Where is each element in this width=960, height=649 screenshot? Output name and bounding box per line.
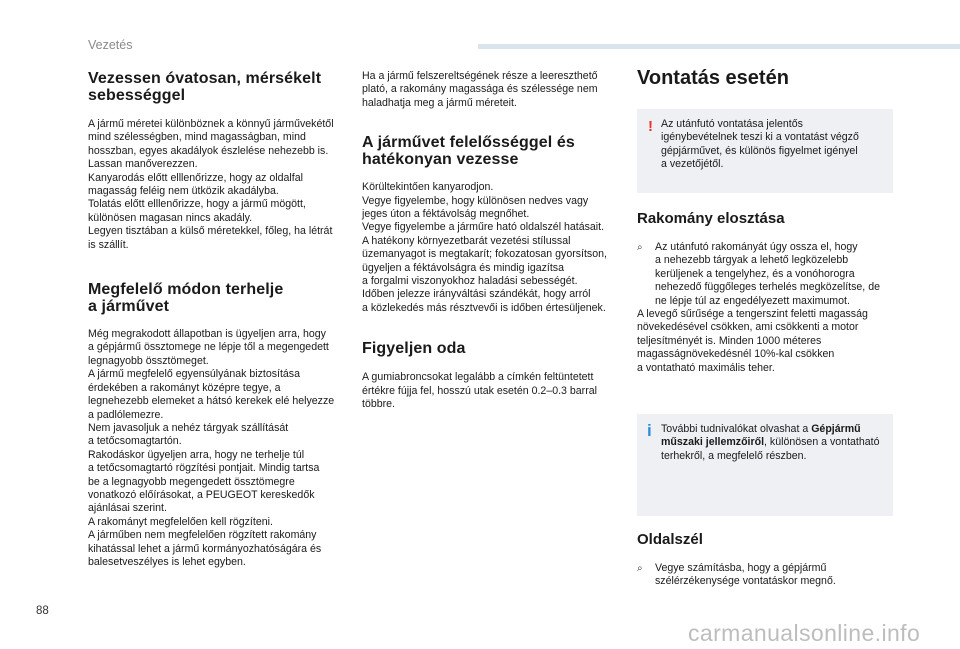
- heading-responsible-driving: A járművet felelősséggel és hatékonyan vezesse: [362, 134, 575, 169]
- heading-crosswind: Oldalszél: [637, 531, 703, 549]
- header-bar: [478, 44, 960, 49]
- bullet-icon: ⌕: [637, 563, 643, 575]
- crosswind-bullet: ⌕ Vegye számításba, hogy a gépjármű szélérzékenysége vontatáskor megnő.: [637, 562, 836, 588]
- watermark: carmanualsonline.info: [688, 620, 921, 646]
- heading-loading: Megfelelő módon terhelje a járművet: [88, 281, 284, 316]
- attention-text: A gumiabroncsokat legalább a címkén feltüntetett értékre fújja fel, hosszú utak esetén 0.2–0.3 barral többre.: [362, 371, 597, 411]
- bullet-icon: ⌕: [637, 242, 643, 253]
- warning-text: Az utánfutó vontatása jelentős igénybevételnek teszi ki a vontatást végző gépjárművet, és különös figyelmet igényel a vezetőjétől.: [661, 118, 859, 171]
- info-icon: i: [647, 421, 652, 441]
- page-number: 88: [36, 605, 49, 617]
- warning-icon: !: [648, 118, 653, 135]
- column-left: [88, 70, 350, 569]
- heading-towing: Vontatás esetén: [637, 67, 789, 89]
- loading-text: Még megrakodott állapotban is ügyeljen arra, hogy a gépjármű össztomege ne lépje től a megengedett legnagyobb össztömeget. A jármű megfelelő egyensúlyának biztosítása érdekében a rakományt középre tegye, a legnehezebb elemeket a hátsó kerekek elé helyezze a padlólemezre. Nem javasoljuk a nehéz tárgyak szállítását a tetőcsomagtartón. Rakodáskor ügyeljen arra, hogy ne terhelje túl a tetőcsomagtartó rögzítési pontjait. Mindig tartsa be a legnagyobb megengedett össztömegre vonatkozó előírásokat, a PEUGEOT kereskedők ajánlásai szerint. A rakományt megfelelően kell rögzíteni. A járműben nem megfelelően rögzített rakomány kihatással lehet a jármű kormányozhatóságára és balesetveszélyes is lehet egyben.: [88, 328, 335, 568]
- heading-attention: Figyeljen oda: [362, 340, 466, 358]
- air-density-text: A levegő sűrűsége a tengerszint feletti magasság növekedésével csökken, ami csökkenti a motor teljesítményét is. Minden 1000 méteres magasságnövekedésnél 10%-kal csökken a vontatható maximális teher.: [637, 308, 868, 374]
- info-box: [637, 414, 893, 516]
- column-middle: [362, 70, 620, 412]
- column-right: [637, 66, 893, 589]
- careful-driving-text: A jármű méretei különböznek a könnyű járművekétől mind szélességben, mind magasságban, mind hosszban, egyes akadályok észlelése nehezebb is. Lassan manőverezzen. Kanyarodás előtt elllenőrizze, hogy az oldalfal magasság feléig nem ütközik akadályba. Tolatás előtt elllenőrizze, hogy a jármű mögött, különösen magasan nincs akadály. Legyen tisztában a külső méretekkel, főleg, ha létrát is szállít.: [88, 118, 334, 251]
- platform-text: Ha a jármű felszereltségének része a leereszthető plató, a rakomány magassága és szélessége nem haladhatja meg a jármű méreteit.: [362, 70, 598, 109]
- heading-load-distribution: Rakomány elosztása: [637, 210, 785, 227]
- heading-careful-driving: Vezessen óvatosan, mérsékelt sebességgel: [88, 70, 322, 104]
- load-distribution-bullet: ⌕ Az utánfutó rakományát úgy ossza el, hogy a nehezebb tárgyak a lehető legközelebb kerüljenek a tengelyhez, és a vonóhorogra nehezedő függőleges terhelés megközelítse, de ne lépje túl az engedélyezett maximumot.: [637, 241, 880, 307]
- responsible-driving-text: Körültekintően kanyarodjon. Vegye figyelembe, hogy különösen nedves vagy jeges úton a féktávolság megnőhet. Vegye figyelembe a járműre ható oldalszél hatásait. A hatékony környezetbarát vezetési stílussal üzemanyagot is megtakarít; fokozatosan gyorsítson, ügyeljen a féktávolságra és mindig igazítsa a forgalmi viszonyokhoz haladási sebességét. Időben jelezze irányváltási szándékát, hogy arról a közlekedés más résztvevői is időben értesüljenek.: [362, 181, 607, 314]
- section-label: Vezetés: [88, 38, 133, 52]
- warning-box: [637, 109, 893, 193]
- info-text: További tudnivalókat olvashat a Gépjármű műszaki jellemzőiről, különösen a vontatható terhekről, a megfelelő részben.: [661, 423, 880, 462]
